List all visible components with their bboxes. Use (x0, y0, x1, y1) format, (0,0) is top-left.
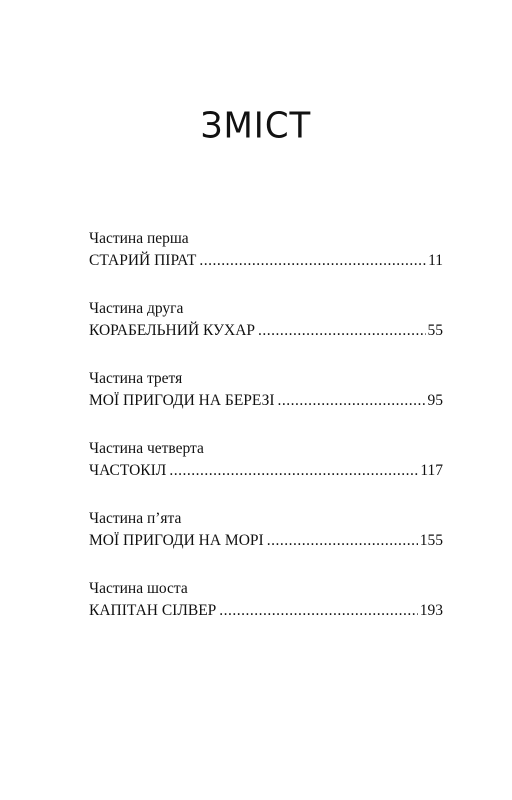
toc-entry (89, 578, 443, 622)
toc-entry (89, 438, 443, 482)
part-label: Частина друга (89, 300, 184, 317)
chapter-title: ЧАСТОКІЛ (89, 462, 167, 479)
page-number: 193 (419, 602, 443, 619)
page-number: 117 (420, 462, 443, 479)
toc-entry (89, 228, 443, 272)
chapter-title: КАПІТАН СІЛВЕР (89, 602, 217, 619)
part-label: Частина перша (89, 230, 189, 247)
chapter-title: МОЇ ПРИГОДИ НА БЕРЕЗІ (89, 392, 275, 409)
dot-leader (169, 460, 418, 482)
part-label: Частина шоста (89, 580, 188, 597)
dot-leader (199, 250, 426, 272)
part-label: Частина четверта (89, 440, 204, 457)
contents-title: ЗМІСТ (200, 105, 312, 147)
chapter-line (89, 460, 443, 482)
table-of-contents (89, 228, 443, 648)
chapter-title: МОЇ ПРИГОДИ НА МОРІ (89, 532, 264, 549)
toc-entry (89, 508, 443, 552)
chapter-line (89, 250, 443, 272)
chapter-title: КОРАБЕЛЬНИЙ КУХАР (89, 322, 256, 339)
part-label: Частина п’ята (89, 510, 182, 527)
chapter-line (89, 390, 443, 412)
chapter-title: СТАРИЙ ПІРАТ (89, 252, 197, 269)
toc-entry (89, 298, 443, 342)
page-number: 95 (427, 392, 443, 409)
dot-leader (219, 600, 417, 622)
dot-leader (258, 320, 425, 342)
page-number: 55 (427, 322, 443, 339)
chapter-line (89, 530, 443, 552)
page-number: 155 (419, 532, 443, 549)
dot-leader (278, 390, 426, 412)
part-label: Частина третя (89, 370, 183, 387)
chapter-line (89, 600, 443, 622)
page-number: 11 (428, 252, 443, 269)
toc-entry (89, 368, 443, 412)
dot-leader (267, 530, 418, 552)
chapter-line (89, 320, 443, 342)
